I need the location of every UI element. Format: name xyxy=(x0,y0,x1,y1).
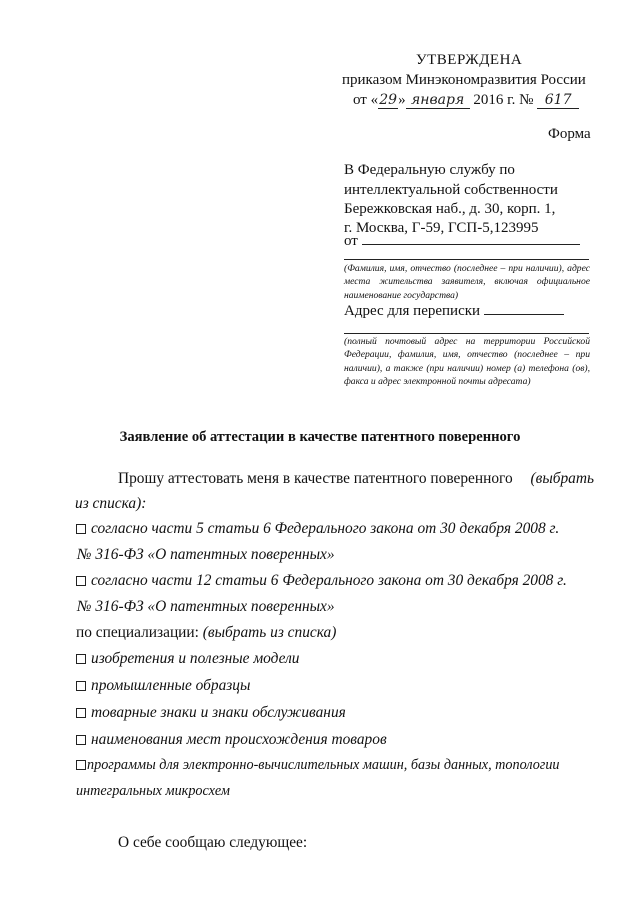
correspondence-field xyxy=(344,300,564,320)
basis-option-1[interactable] xyxy=(76,520,559,538)
request-text: Прошу аттестовать меня в качестве патентного поверенного xyxy=(118,470,513,487)
addressee-line-2: интеллектуальной собственности xyxy=(344,182,558,198)
spec-option-4-label: наименования мест происхождения товаров xyxy=(91,731,387,748)
from-label: от xyxy=(344,233,358,249)
spec-option-1[interactable] xyxy=(76,650,300,668)
approval-order-text: приказом Минэкономразвития России xyxy=(342,72,586,88)
request-hint: (выбрать xyxy=(530,470,594,487)
document-heading: Заявление об аттестации в качестве патентного поверенного xyxy=(119,429,521,445)
spec-option-5-checkbox[interactable] xyxy=(76,760,86,770)
spec-option-3[interactable] xyxy=(76,704,346,722)
spec-option-2-checkbox[interactable] xyxy=(76,681,86,691)
basis-option-1-checkbox[interactable] xyxy=(76,524,86,534)
spec-option-3-checkbox[interactable] xyxy=(76,708,86,718)
from-field xyxy=(344,230,580,250)
spec-option-3-label: товарные знаки и знаки обслуживания xyxy=(91,704,346,721)
spec-option-4-checkbox[interactable] xyxy=(76,735,86,745)
approval-title: УТВЕРЖДЕНА xyxy=(416,52,523,68)
basis-option-2-line-1: согласно части 12 статьи 6 Федерального закона от 30 декабря 2008 г. xyxy=(91,572,567,589)
date-month: января xyxy=(406,92,470,109)
about-text: О себе сообщаю следующее: xyxy=(118,834,308,851)
specialization-line xyxy=(76,624,336,642)
date-prefix: от « xyxy=(353,92,379,108)
date-year-text: 2016 г. № xyxy=(473,92,534,108)
from-input-line[interactable] xyxy=(362,230,580,245)
applicant-line[interactable] xyxy=(344,259,589,260)
spec-option-2-label: промышленные образцы xyxy=(91,677,251,694)
spec-option-1-checkbox[interactable] xyxy=(76,654,86,664)
spec-option-1-label: изобретения и полезные модели xyxy=(91,650,300,667)
request-line xyxy=(118,470,594,488)
correspondence-input-line[interactable] xyxy=(484,300,564,315)
date-day: 29 xyxy=(379,92,398,108)
basis-option-1-line-1: согласно части 5 статьи 6 Федерального закона от 30 декабря 2008 г. xyxy=(91,520,560,537)
spec-option-5-line-2: интегральных микросхем xyxy=(76,783,230,799)
specialization-hint: (выбрать из списка) xyxy=(202,624,337,641)
correspondence-label: Адрес для переписки xyxy=(344,303,481,319)
order-number: 617 xyxy=(537,92,579,109)
addressee-line-3: Бережковская наб., д. 30, корп. 1, xyxy=(344,201,556,217)
correspondence-note: (полный почтовый адрес на территории Российской Федерации, фамилия, имя, отчество (последнее – при наличии), а также (при наличии) номер (а) телефона (ов), факса и адрес электронной почты адресата) xyxy=(344,336,590,388)
form-label: Форма xyxy=(548,126,591,142)
basis-option-2[interactable] xyxy=(76,572,567,590)
addressee-line-1: В Федеральную службу по xyxy=(344,162,515,178)
date-day-close: » xyxy=(398,92,406,108)
addressee-line-4: г. Москва, Г-59, ГСП-5,123995 xyxy=(344,220,539,236)
specialization-label: по специализации: xyxy=(76,624,199,641)
basis-option-1-line-2: № 316-ФЗ «О патентных поверенных» xyxy=(77,546,335,563)
applicant-note: (Фамилия, имя, отчество (последнее – при наличии), адрес места жительства заявителя, включая официальное наименование государства) xyxy=(344,263,590,301)
spec-option-5[interactable] xyxy=(76,757,560,774)
request-hint-continued: из списка): xyxy=(75,495,147,512)
spec-option-5-label: программы для электронно-вычислительных машин, базы данных, топологии xyxy=(87,757,560,773)
basis-option-2-checkbox[interactable] xyxy=(76,576,86,586)
correspondence-line[interactable] xyxy=(344,333,589,334)
basis-option-2-line-2: № 316-ФЗ «О патентных поверенных» xyxy=(77,598,335,615)
approval-date-line xyxy=(353,92,579,109)
spec-option-2[interactable] xyxy=(76,677,250,695)
spec-option-4[interactable] xyxy=(76,731,387,749)
